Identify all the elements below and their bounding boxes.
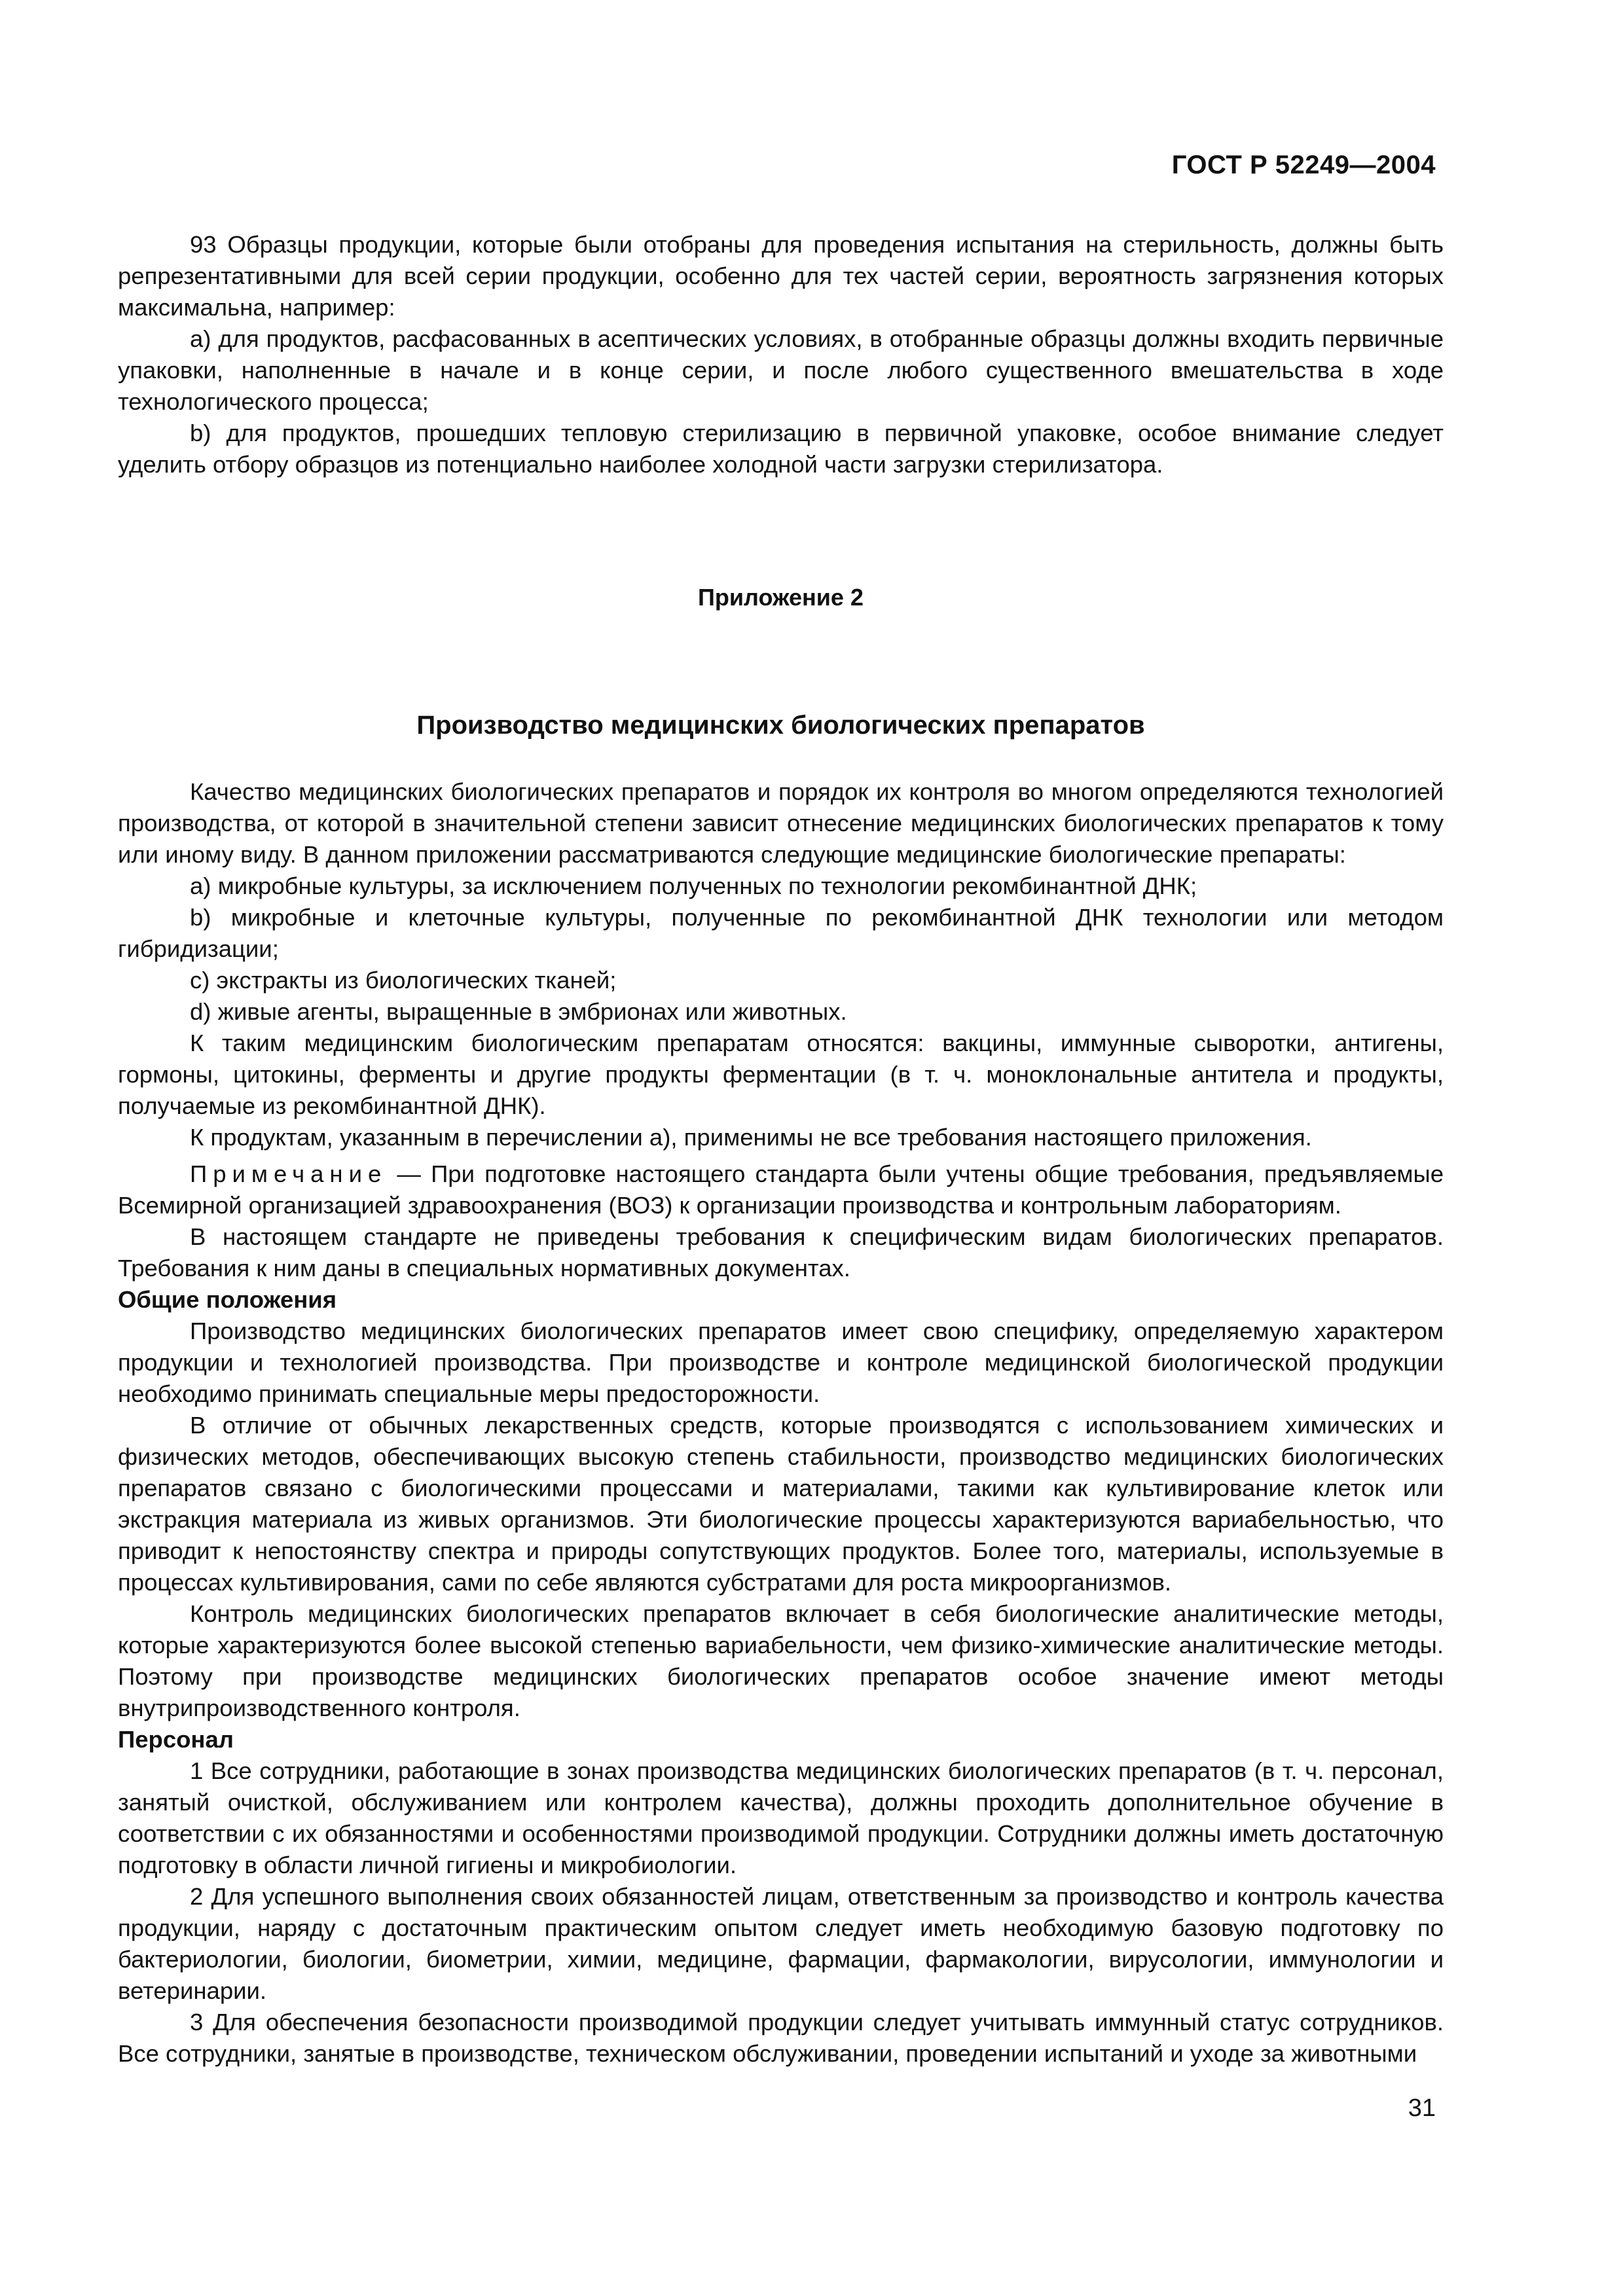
- paragraph: К таким медицинским биологическим препаратам относятся: вакцины, иммунные сыворотки, антигены, гормоны, цитокины, ферменты и другие продукты ферментации (в т. ч. моноклональные антитела и продукты, получаемые из рекомбинантной ДНК).: [118, 1030, 1444, 1119]
- list-item: с) экстракты из биологических тканей;: [190, 967, 617, 994]
- paragraph: Контроль медицинских биологических препаратов включает в себя биологические аналитические методы, которые характеризуются более высокой степенью вариабельности, чем физико-химические аналитические методы. Поэтому при производстве медицинских биологических препаратов особое значение имеют методы внутрипроизводственного контроля.: [118, 1600, 1444, 1721]
- paragraph: Качество медицинских биологических препаратов и порядок их контроля во многом определяются технологией производства, от которой в значительной степени зависит отнесение медицинских биологических препаратов к тому или иному виду. В данном приложении рассматриваются следующие медицинские биологические препараты:: [118, 778, 1444, 868]
- list-item: b) для продуктов, прошедших тепловую стерилизацию в первичной упаковке, особое внимание следует уделить отбору образцов из потенциально наиболее холодной части загрузки стерилизатора.: [118, 420, 1444, 478]
- note-continuation: В настоящем стандарте не приведены требования к специфическим видам биологических препаратов. Требования к ним даны в специальных нормативных документах.: [118, 1223, 1444, 1282]
- paragraph: В отличие от обычных лекарственных средств, которые производятся с использованием химических и физических методов, обеспечивающих высокую степень стабильности, производство медицинских биологических препаратов связано с биологическими процессами и материалами, такими как культивирование клеток или экстракция материала из живых организмов. Эти биологические процессы характеризуются вариабельностью, что приводит к непостоянству спектра и природы сопутствующих продуктов. Более того, материалы, используемые в процессах культивирования, сами по себе являются субстратами для роста микроорганизмов.: [118, 1412, 1444, 1596]
- note-text: — При подготовке настоящего стандарта были учтены общие требования, предъявляемые Всемирной организацией здравоохранения (ВОЗ) к организации производства и контрольным лабораториям.: [118, 1160, 1444, 1219]
- paragraph: Производство медицинских биологических препаратов имеет свою специфику, определяемую характером продукции и технологией производства. При производстве и контроле медицинской биологической продукции необходимо принимать специальные меры предосторожности.: [118, 1318, 1444, 1407]
- list-item: b) микробные и клеточные культуры, полученные по рекомбинантной ДНК технологии или методом гибридизации;: [118, 904, 1444, 962]
- page-number: 31: [1408, 2094, 1436, 2122]
- paragraph: 3 Для обеспечения безопасности производимой продукции следует учитывать иммунный статус сотрудников. Все сотрудники, занятые в производстве, техническом обслуживании, проведении испытаний и уходе за животными: [118, 2009, 1444, 2067]
- standard-code: ГОСТ Р 52249—2004: [1171, 151, 1436, 179]
- list-item: d) живые агенты, выращенные в эмбрионах или животных.: [190, 998, 847, 1025]
- list-item: а) для продуктов, расфасованных в асептических условиях, в отобранные образцы должны входить первичные упаковки, наполненные в начале и в конце серии, и после любого существенного вмешательства в ходе технологического процесса;: [118, 325, 1444, 415]
- appendix-label: Приложение 2: [698, 584, 864, 611]
- paragraph: К продуктам, указанным в перечислении а), применимы не все требования настоящего приложения.: [190, 1124, 1312, 1151]
- appendix-body: [118, 776, 1444, 2070]
- list-item: а) микробные культуры, за исключением полученных по технологии рекомбинантной ДНК;: [190, 872, 1197, 899]
- paragraph: 1 Все сотрудники, работающие в зонах производства медицинских биологических препаратов (в т. ч. персонал, занятый очисткой, обслуживанием или контролем качества), должны проходить дополнительное обучение в соответствии с их обязанностями и особенностями производимой продукции. Сотрудники должны иметь достаточную подготовку в области личной гигиены и микробиологии.: [118, 1757, 1444, 1878]
- section-heading-general: Общие положения: [118, 1286, 337, 1313]
- appendix-title: Производство медицинских биологических препаратов: [416, 711, 1145, 740]
- paragraph: 2 Для успешного выполнения своих обязанностей лицам, ответственным за производство и контроль качества продукции, наряду с достаточным практическим опытом следует иметь необходимую базовую подготовку по бактериологии, биологии, биометрии, химии, медицине, фармации, фармакологии, вирусологии, иммунологии и ветеринарии.: [118, 1883, 1444, 2004]
- paragraph: 93 Образцы продукции, которые были отобраны для проведения испытания на стерильность, должны быть репрезентативными для всей серии продукции, особенно для тех частей серии, вероятность загрязнения которых максимальна, например:: [118, 231, 1444, 321]
- clause-93-section: [118, 229, 1444, 480]
- section-heading-personnel: Персонал: [118, 1726, 234, 1753]
- note: [118, 1158, 1444, 1221]
- note-prefix: Примечание: [190, 1160, 388, 1187]
